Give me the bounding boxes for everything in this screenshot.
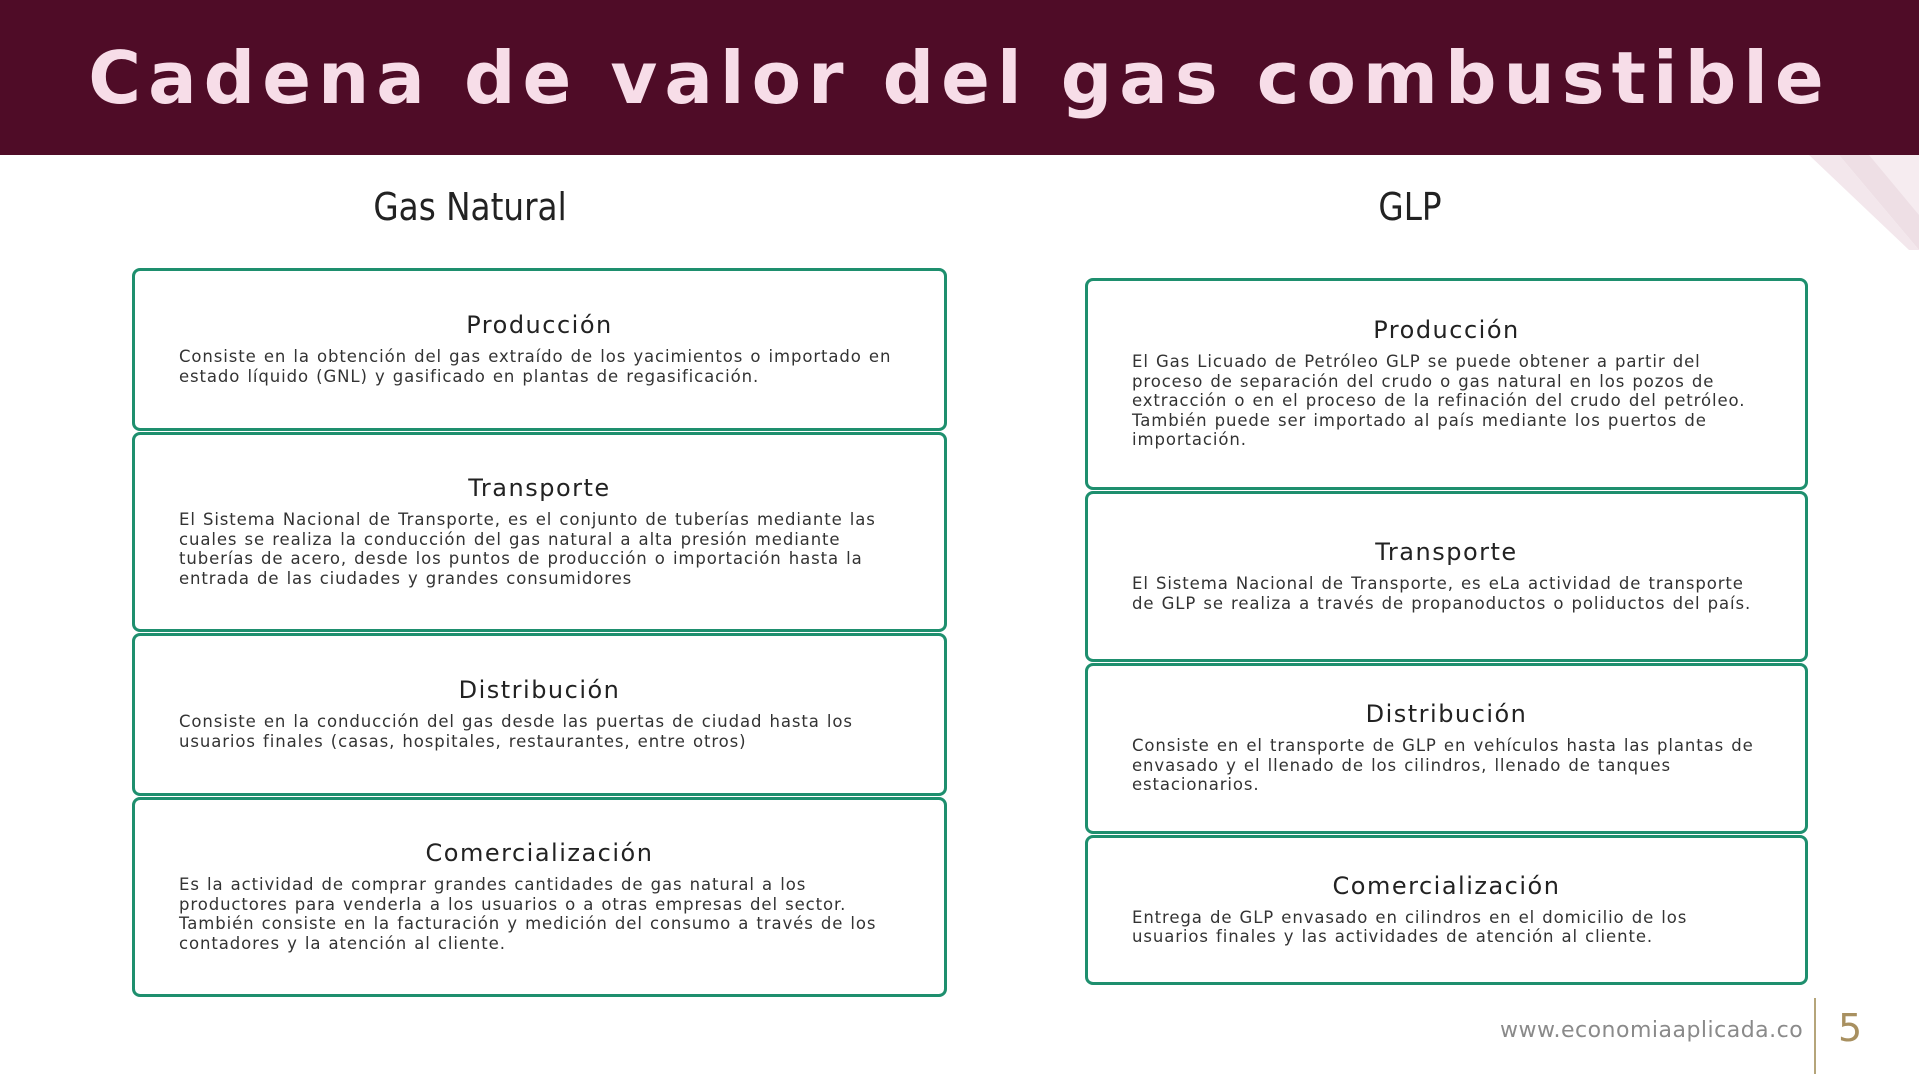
card-description: Consiste en la conducción del gas desde las puertas de ciudad hasta los usuarios finales (casas, hospitales, restaurantes, entre otros) [179,712,853,751]
footer-divider [1814,998,1816,1074]
page-number: 5 [1838,1006,1863,1050]
card-glp-transporte [1085,491,1808,662]
column-title-glp: GLP [1378,185,1442,229]
page-title: Cadena de valor del gas combustible [88,35,1831,120]
card-description: Consiste en la obtención del gas extraído de los yacimientos o importado en estado líquido (GNL) y gasificado en plantas de regasificación. [179,347,892,386]
card-description: Consiste en el transporte de GLP en vehículos hasta las plantas de envasado y el llenado de los cilindros, llenado de tanques estacionarios. [1132,736,1754,795]
card-glp-comercializacion [1085,835,1808,985]
column-title-gas-natural: Gas Natural [373,185,567,229]
card-title: Distribución [458,676,621,704]
card-gn-distribucion [132,633,947,796]
card-title: Comercialización [425,839,654,867]
footer-url[interactable]: www.economiaaplicada.co [1500,1018,1804,1043]
card-gn-transporte [132,432,947,632]
corner-decoration [1809,155,1919,250]
card-description: Entrega de GLP envasado en cilindros en el domicilio de los usuarios finales y las actividades de atención al cliente. [1132,907,1688,946]
header-bar [0,0,1919,155]
card-description: Es la actividad de comprar grandes cantidades de gas natural a los productores para venderla a los usuarios o a otras empresas del sector. También consiste en la facturación y medición del consumo a través de los contadores y la atención al cliente. [179,875,877,953]
card-title: Producción [1373,316,1520,345]
card-glp-distribucion [1085,663,1808,834]
card-description: El Sistema Nacional de Transporte, es el conjunto de tuberías mediante las cuales se realiza la conducción del gas natural a alta presión mediante tuberías de acero, desde los puntos de producción o importación hasta la entrada de las ciudades y grandes consumidores [179,510,876,588]
card-gn-produccion [132,268,947,431]
card-title: Transporte [1375,538,1518,566]
card-title: Comercialización [1332,871,1561,900]
card-title: Distribución [1365,700,1528,729]
card-title: Transporte [468,474,611,502]
card-gn-comercializacion [132,797,947,997]
card-title: Producción [466,311,613,339]
card-description: El Gas Licuado de Petróleo GLP se puede obtener a partir del proceso de separación del crudo o gas natural en los pozos de extracción o en el proceso de la refinación del crudo del petróleo. También puede ser importado al país mediante los puertos de importación. [1132,352,1746,450]
card-description: El Sistema Nacional de Transporte, es eLa actividad de transporte de GLP se realiza a través de propanoductos o poliductos del país. [1132,574,1752,613]
card-glp-produccion [1085,278,1808,490]
